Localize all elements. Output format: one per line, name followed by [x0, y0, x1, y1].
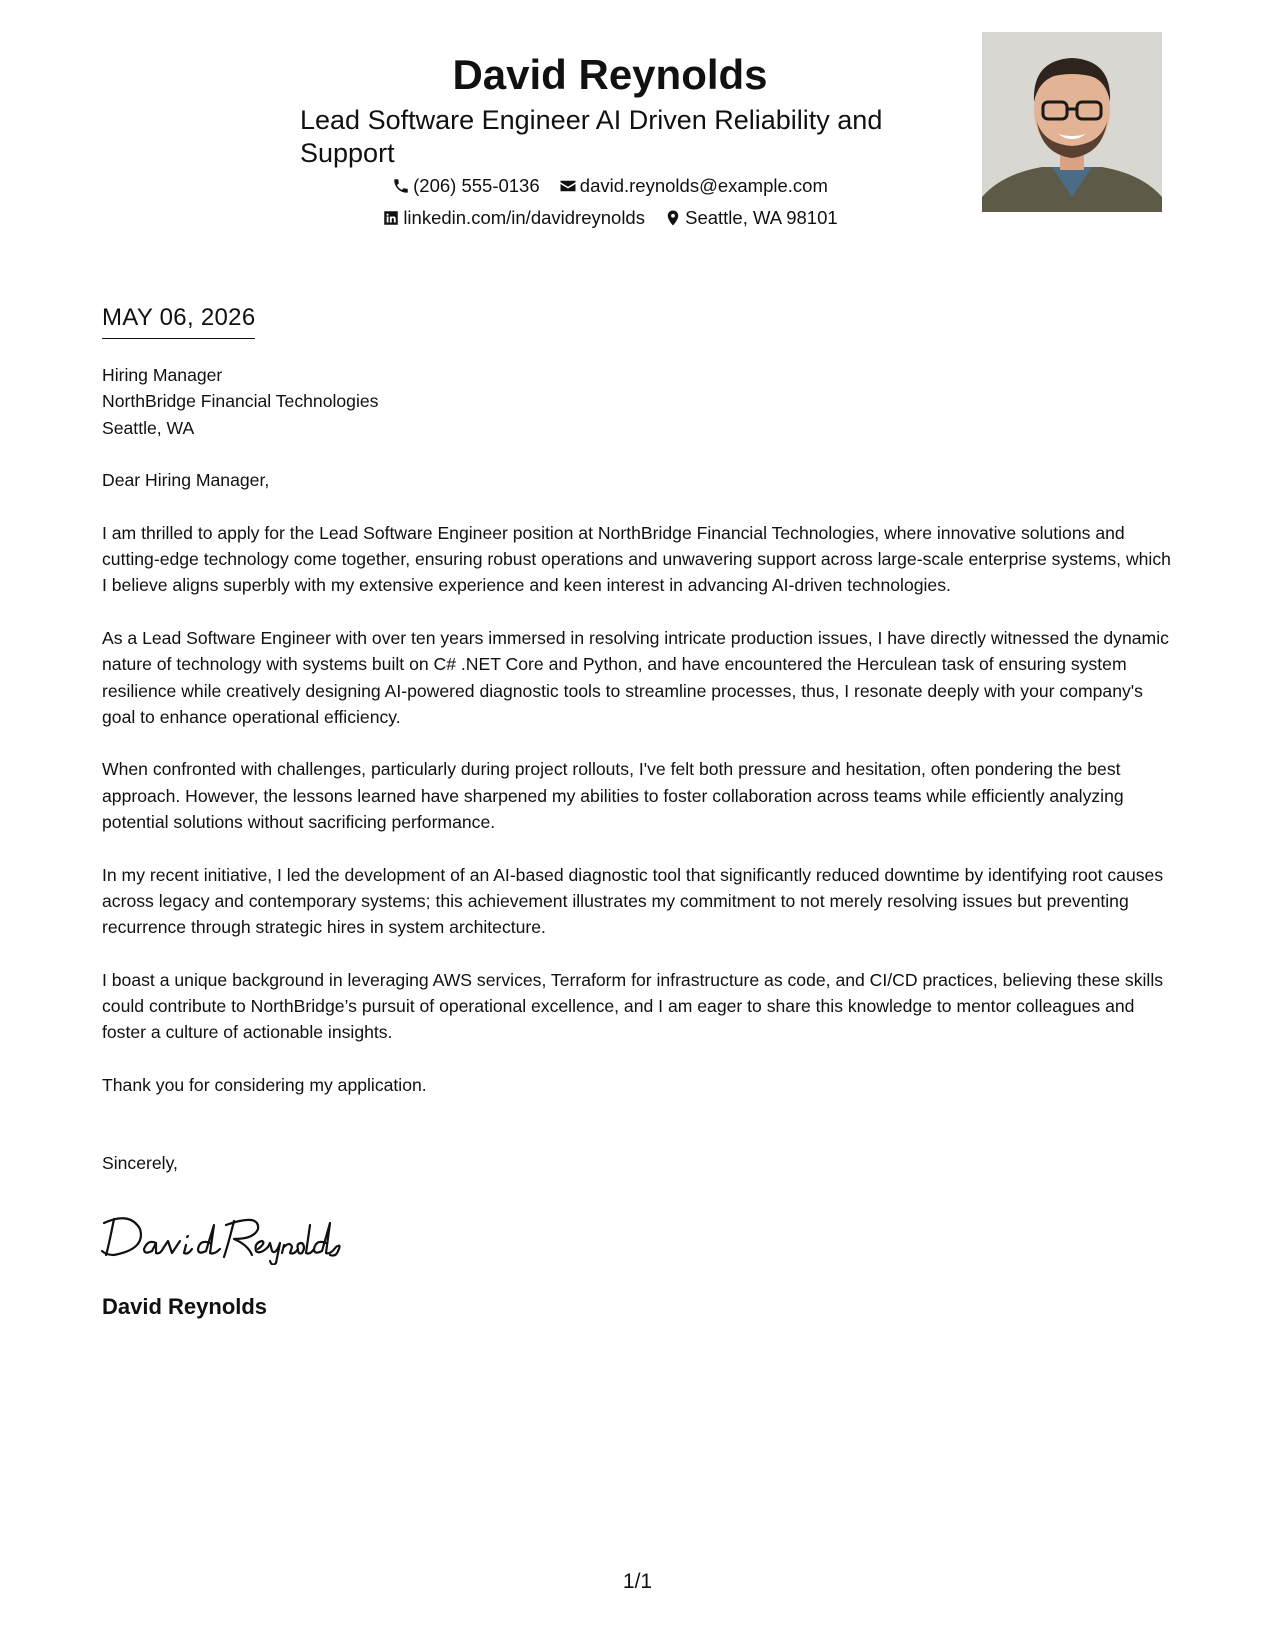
contact-location: [664, 202, 838, 234]
applicant-job-title: Lead Software Engineer AI Driven Reliability and Support: [300, 105, 883, 168]
map-pin-icon: [664, 209, 682, 227]
body-paragraph: When confronted with challenges, particularly during project rollouts, I've felt both pressure and hesitation, often pondering the best approach. However, the lessons learned have sharpened my abilities to foster collaboration across teams while efficiently analyzing potential solutions without sacrificing performance.: [102, 759, 1124, 833]
contact-email: [559, 170, 828, 202]
signer-name: David Reynolds: [102, 1294, 268, 1319]
letter-header: [290, 46, 930, 234]
body-paragraph: I am thrilled to apply for the Lead Software Engineer position at NorthBridge Financial Technologies, where innovative solutions and cutting-edge technology come together, ensuring robust operations and unwavering support across large-scale enterprise systems, which I believe aligns superbly with my extensive experience and keen interest in advancing AI-driven technologies.: [102, 522, 1171, 596]
phone-icon: [392, 177, 410, 195]
email-text: david.reynolds@example.com: [579, 175, 828, 196]
recipient-company: NorthBridge Financial Technologies: [102, 391, 379, 412]
linkedin-text: linkedin.com/in/davidreynolds: [403, 207, 645, 228]
contact-line-2: [290, 202, 930, 234]
contact-phone: [392, 170, 540, 202]
envelope-icon: [559, 177, 577, 195]
contact-line-1: [290, 170, 930, 202]
person-portrait-icon: [982, 32, 1162, 212]
letter-date: MAY 06, 2026: [102, 300, 255, 339]
linkedin-icon: [382, 209, 400, 227]
phone-text: (206) 555-0136: [413, 175, 540, 196]
signature-icon: [100, 1205, 345, 1265]
location-text: Seattle, WA 98101: [685, 207, 838, 228]
letter-body: [102, 362, 1177, 1203]
body-paragraph: In my recent initiative, I led the development of an AI-based diagnostic tool that significantly reduced downtime by identifying root causes across legacy and contemporary systems; this achievement illustrates my commitment to not merely resolving issues but preventing recurrence through strategic hires in system architecture.: [102, 864, 1164, 938]
body-paragraph: As a Lead Software Engineer with over ten years immersed in resolving intricate production issues, I have directly witnessed the dynamic nature of technology with systems built on C# .NET Core and Python, and have encountered the Herculean task of ensuring system resilience while creatively designing AI-powered diagnostic tools to streamline processes, thus, I resonate deeply with your company's goal to enhance operational efficiency.: [102, 627, 1169, 727]
handwritten-signature: [100, 1205, 345, 1265]
body-paragraph: I boast a unique background in leveraging AWS services, Terraform for infrastructure as code, and CI/CD practices, believing these skills could contribute to NorthBridge’s pursuit of operational excellence, and I am eager to share this knowledge to mentor colleagues and foster a culture of actionable insights.: [102, 969, 1164, 1043]
page-number: 1/1: [622, 1570, 653, 1593]
recipient-block: [102, 362, 1177, 441]
contact-linkedin: [382, 202, 645, 234]
recipient-name: Hiring Manager: [102, 365, 223, 385]
body-paragraph: Thank you for considering my application.: [102, 1075, 427, 1096]
salutation: Dear Hiring Manager,: [102, 470, 270, 491]
recipient-location: Seattle, WA: [102, 417, 195, 438]
closing: Sincerely,: [102, 1153, 178, 1174]
profile-photo: [982, 32, 1162, 212]
applicant-name: David Reynolds: [452, 51, 768, 98]
